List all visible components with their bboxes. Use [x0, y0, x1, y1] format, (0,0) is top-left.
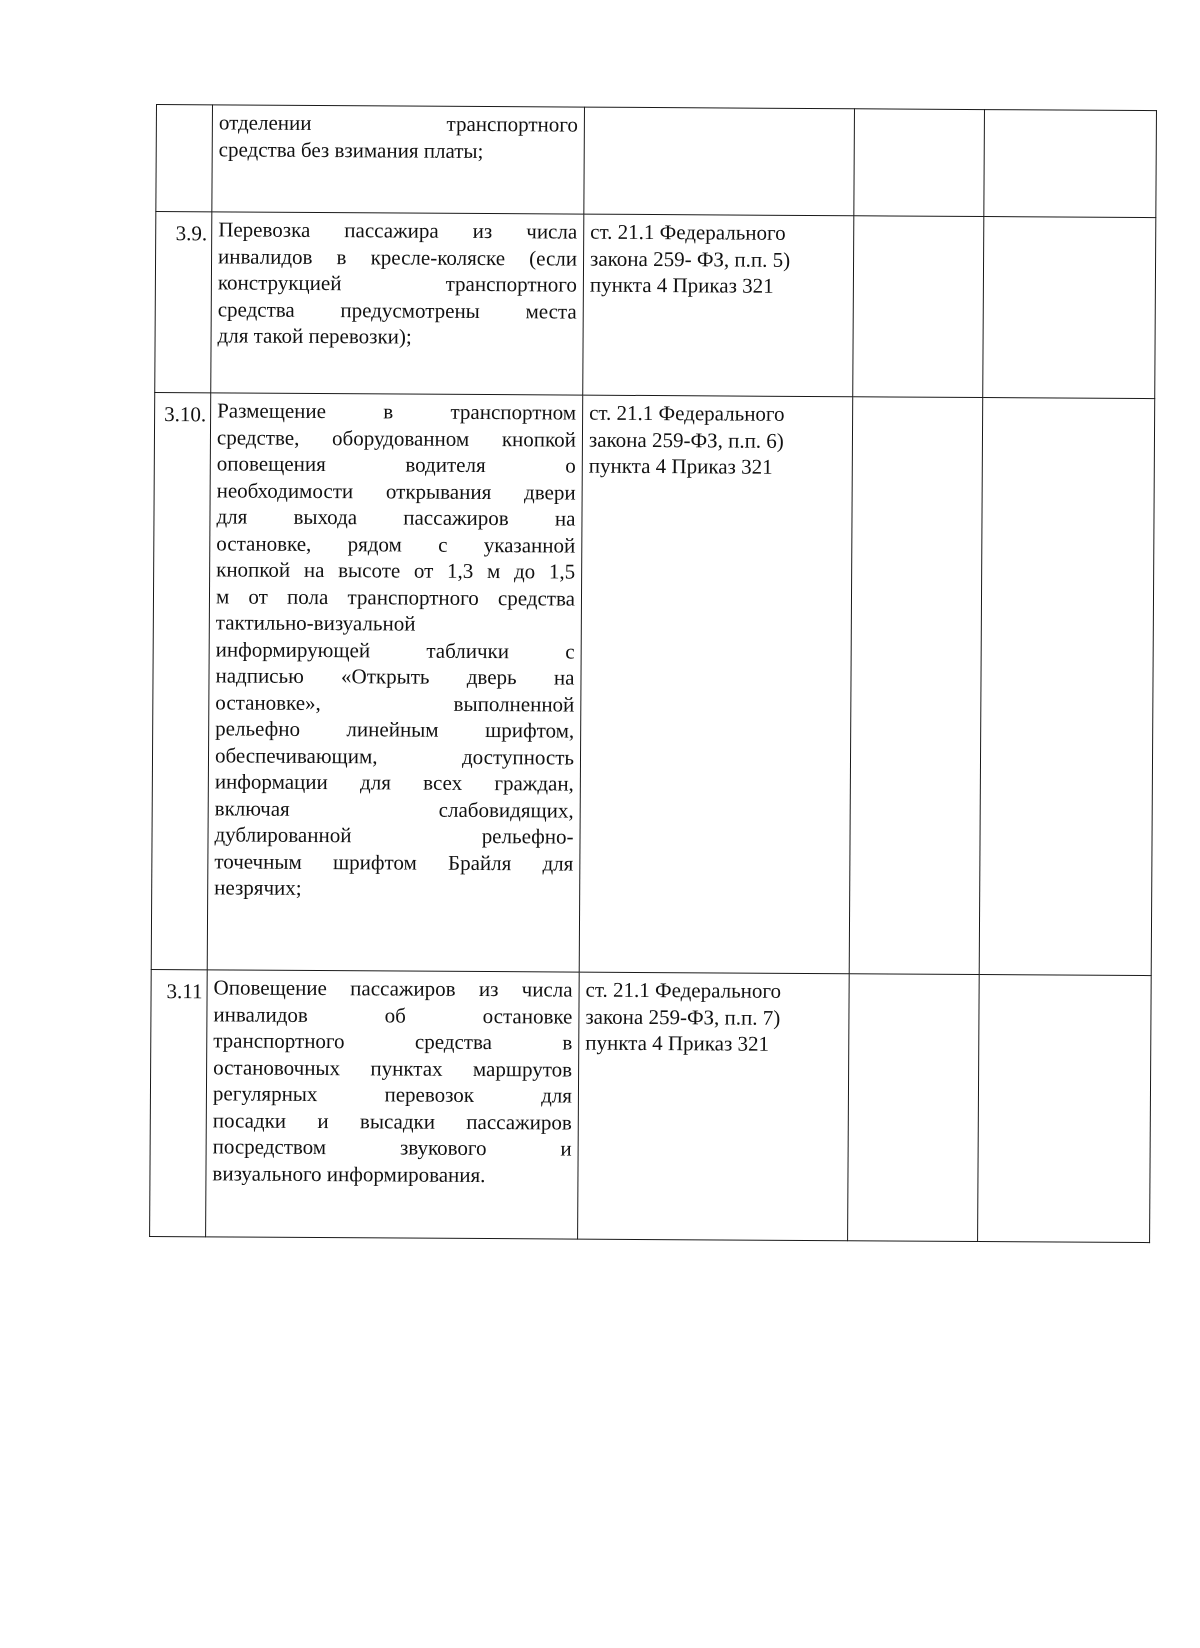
requirement-text-line: средстве, оборудованном кнопкой: [216, 424, 577, 452]
row-number: 3.11: [166, 979, 203, 1004]
table-row: [155, 212, 1156, 399]
requirement-text-line: транспортного средства в: [213, 1028, 573, 1055]
legal-source-line: пункта 4 Приказ 321: [588, 453, 773, 479]
legal-source-line: ст. 21.1 Федерального: [585, 977, 782, 1003]
empty-cell-1: [853, 216, 984, 398]
requirement-text-line: точечным шрифтом Брайля для: [214, 848, 574, 876]
requirement-text-line: обеспечивающим, доступность: [214, 742, 575, 770]
legal-source-line: ст. 21.1 Федерального: [590, 219, 786, 245]
requirement-text-line: тактильно-визуальной: [215, 610, 416, 636]
requirement-cell: [212, 105, 585, 214]
requirement-text-line: инвалидов в кресле-коляске (если: [218, 243, 578, 271]
row-number-cell: [155, 212, 212, 393]
table-body: [150, 105, 1157, 1243]
empty-cell-1: [848, 974, 980, 1242]
table-row: [156, 105, 1157, 218]
requirement-text-line: информации для всех граждан,: [214, 769, 574, 796]
empty-cell-2: [978, 975, 1152, 1243]
requirement-text-line: м от пола транспортного средства: [215, 583, 576, 611]
requirement-text-line: оповещения водителя о: [216, 451, 576, 478]
empty-cell-1: [849, 397, 983, 975]
requirement-text-line: рельефно линейным шрифтом,: [215, 716, 575, 743]
requirement-text-line: инвалидов об остановке: [213, 1001, 573, 1029]
requirement-text-line: надписью «Открыть дверь на: [215, 663, 575, 690]
requirement-cell: [206, 970, 580, 1239]
requirement-text-line: необходимости открывания двери: [216, 477, 576, 505]
legal-source-line: закона 259- ФЗ, п.п. 5): [589, 246, 791, 272]
requirement-text-line: остановочных пунктах маршрутов: [213, 1054, 573, 1082]
legal-source-line: закона 259-ФЗ, п.п. 6): [588, 427, 784, 453]
table-row: [150, 969, 1152, 1242]
row-number-cell: [156, 105, 213, 212]
requirement-text-line: Перевозка пассажира из числа: [218, 217, 578, 244]
requirement-text-line: визуального информирования.: [212, 1160, 486, 1187]
legal-source-line: пункта 4 Приказ 321: [585, 1030, 770, 1056]
requirement-text-line: средства без взимания платы;: [218, 136, 484, 163]
requirement-text-line: посредством звукового и: [212, 1134, 572, 1161]
row-number-cell: [151, 392, 211, 969]
requirement-text-line: Оповещение пассажиров из числа: [213, 975, 573, 1002]
empty-cell-2: [979, 398, 1155, 976]
requirement-text-line: остановке, рядом с указанной: [216, 530, 576, 558]
requirement-text-line: средства предусмотрены места: [217, 296, 577, 324]
legal-source-cell: [578, 972, 850, 1241]
requirement-text-line: Размещение в транспортном: [217, 398, 577, 425]
requirements-table: [149, 104, 1157, 1243]
empty-cell-2: [983, 217, 1156, 399]
empty-cell-1: [854, 109, 985, 217]
row-number-cell: [150, 969, 208, 1236]
legal-source-cell: [579, 395, 853, 974]
row-number: 3.9.: [175, 221, 208, 246]
requirement-text-line: кнопкой на высоте от 1,3 м до 1,5: [216, 557, 576, 584]
requirement-text-line: для выхода пассажиров на: [216, 504, 576, 531]
requirement-text-line: незрячих;: [214, 875, 302, 900]
legal-source-line: пункта 4 Приказ 321: [589, 272, 774, 298]
legal-source-line: ст. 21.1 Федерального: [589, 400, 785, 426]
legal-source-cell: [583, 214, 854, 397]
requirement-text-line: дублированной рельефно-: [214, 822, 574, 849]
empty-cell-2: [984, 110, 1157, 218]
requirement-text-line: остановке», выполненной: [215, 689, 575, 717]
requirement-text-line: включая слабовидящих,: [214, 795, 574, 823]
legal-source-cell: [584, 107, 855, 216]
requirement-text-line: регулярных перевозок для: [212, 1081, 573, 1108]
requirement-text-line: конструкцией транспортного: [217, 270, 577, 297]
requirement-text-line: отделении транспортного: [218, 110, 578, 137]
requirement-text-line: информирующей таблички с: [215, 636, 575, 664]
row-number: 3.10.: [164, 402, 207, 427]
requirement-cell: [207, 393, 583, 972]
table-row: [151, 392, 1155, 975]
requirement-text-line: посадки и высадки пассажиров: [212, 1107, 572, 1135]
legal-source-line: закона 259-ФЗ, п.п. 7): [585, 1004, 781, 1030]
requirement-cell: [211, 212, 584, 395]
requirement-text-line: для такой перевозки);: [217, 323, 412, 349]
